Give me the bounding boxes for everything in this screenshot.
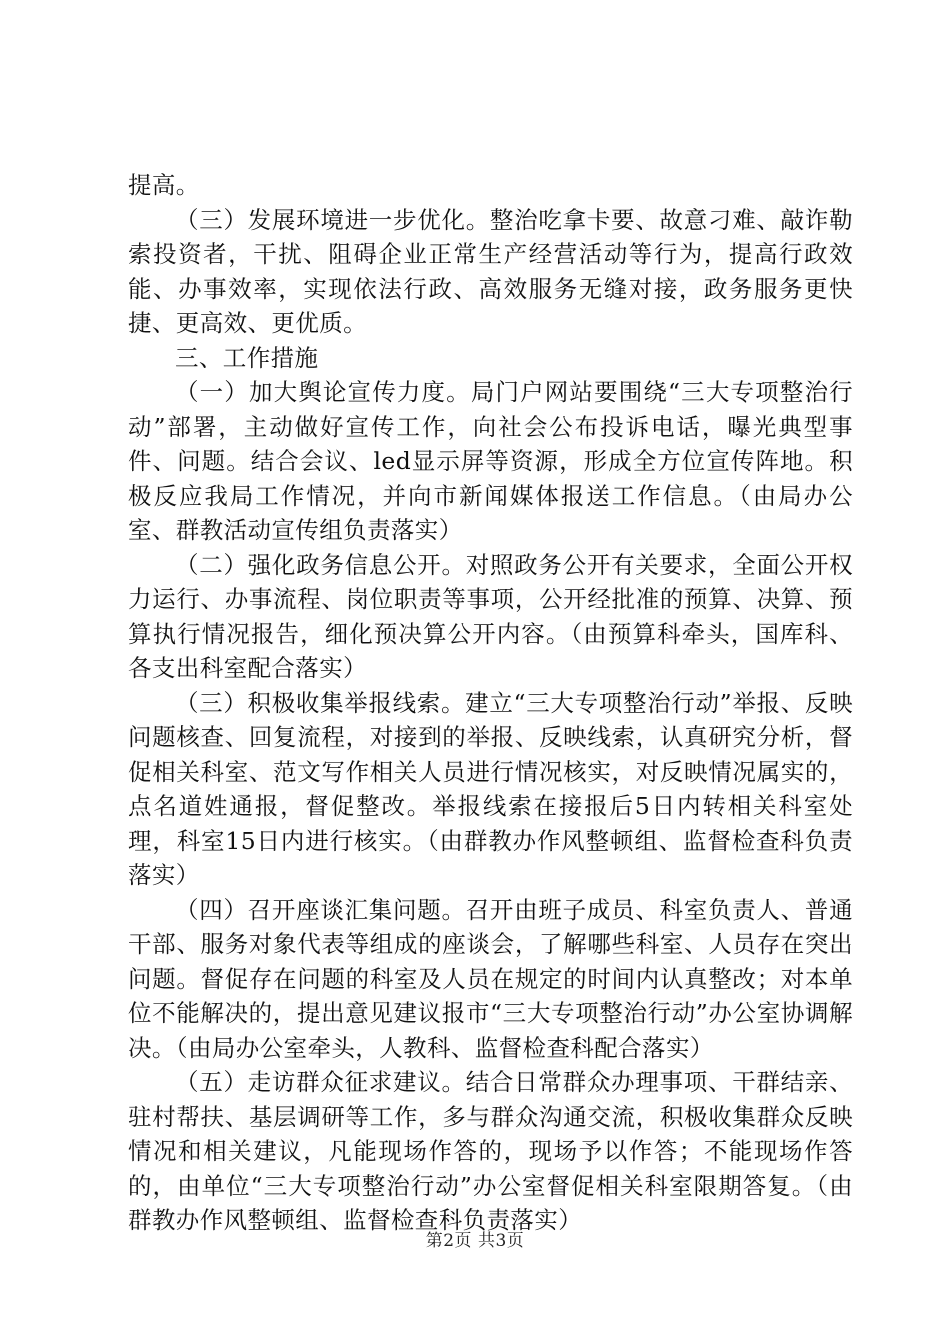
paragraph: （三）发展环境进一步优化。整治吃拿卡要、故意刁难、敲诈勒索投资者，干扰、阻碍企业正常生产经营活动等行为，提高行政效能、办事效率，实现依法行政、高效服务无缝对接，政务服务更快捷、更高效、更优质。 — [128, 205, 853, 337]
paragraph: （二）强化政务信息公开。对照政务公开有关要求，全面公开权力运行、办事流程、岗位职责等事项，公开经批准的预算、决算、预算执行情况报告，细化预决算公开内容。（由预算科牵头，国库科、各支出科室配合落实） — [128, 550, 853, 682]
page-number-footer: 第2页 共3页 — [425, 1231, 525, 1251]
paragraph: （三）积极收集举报线索。建立“三大专项整治行动”举报、反映问题核查、回复流程，对接到的举报、反映线索，认真研究分析，督促相关科室、范文写作相关人员进行情况核实，对反映情况属实的，点名道姓通报，督促整改。举报线索在接报后5日内转相关科室处理，科室15日内进行核实。（由群教办作风整顿组、监督检查科负责落实） — [128, 688, 853, 889]
paragraph: 提高。 — [128, 171, 200, 199]
paragraph: （五）走访群众征求建议。结合日常群众办理事项、干群结亲、驻村帮扶、基层调研等工作，多与群众沟通交流，积极收集群众反映情况和相关建议，凡能现场作答的，现场予以作答；不能现场作答的，由单位“三大专项整治行动”办公室督促相关科室限期答复。（由群教办作风整顿组、监督检查科负责落实） — [128, 1068, 853, 1234]
document-body — [128, 168, 853, 1238]
paragraph: （四）召开座谈汇集问题。召开由班子成员、科室负责人、普通干部、服务对象代表等组成的座谈会，了解哪些科室、人员存在突出问题。督促存在问题的科室及人员在规定的时间内认真整改；对本单位不能解决的，提出意见建议报市“三大专项整治行动”办公室协调解决。（由局办公室牵头，人教科、监督检查科配合落实） — [128, 895, 853, 1062]
paragraph: （一）加大舆论宣传力度。局门户网站要围绕“三大专项整治行动”部署，主动做好宣传工作，向社会公布投诉电话，曝光典型事件、问题。结合会议、led显示屏等资源，形成全方位宣传阵地。积极反应我局工作情况，并向市新闻媒体报送工作信息。（由局办公室、群教活动宣传组负责落实） — [128, 378, 853, 544]
section-heading: 三、工作措施 — [175, 343, 319, 372]
